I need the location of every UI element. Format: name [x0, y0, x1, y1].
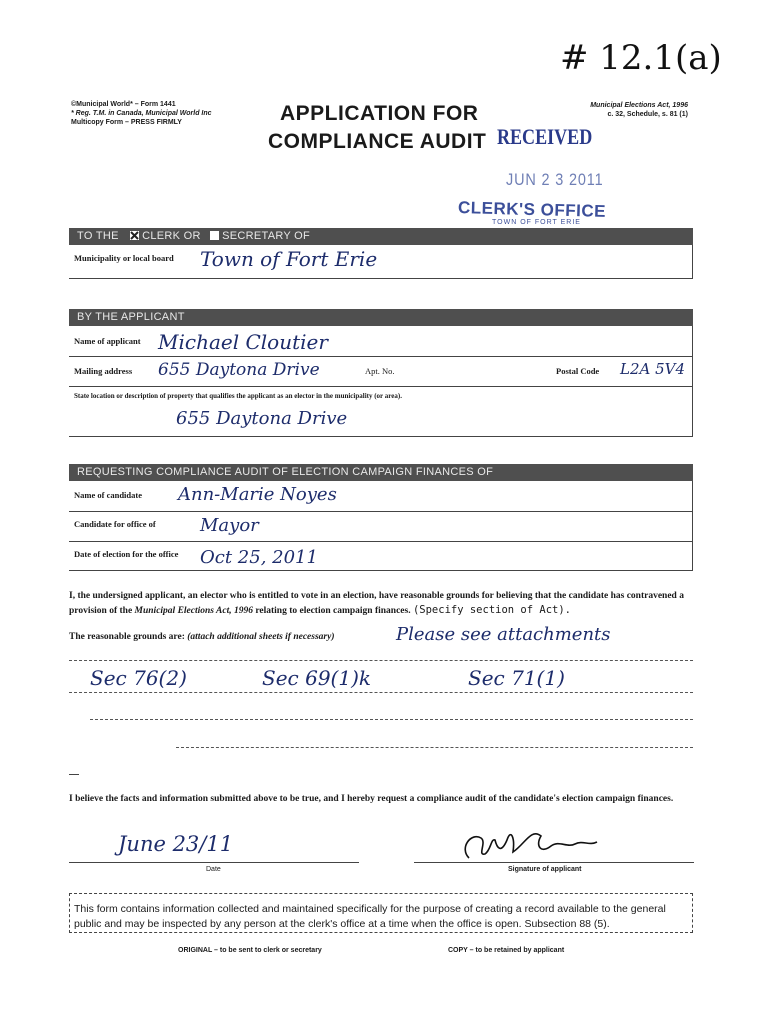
- postal-code-field[interactable]: L2A 5V4: [620, 360, 686, 378]
- to-the-label: TO THE: [77, 230, 119, 242]
- applicant-name-label: Name of applicant: [74, 336, 141, 346]
- section-ref-1[interactable]: Sec 76(2): [90, 666, 187, 690]
- election-date-field[interactable]: Oct 25, 2011: [200, 547, 318, 568]
- municipality-label: Municipality or local board: [74, 253, 174, 263]
- section-ref-3[interactable]: Sec 71(1): [468, 666, 565, 690]
- grounds-note: (attach additional sheets if necessary): [187, 632, 335, 642]
- request-bar: REQUESTING COMPLIANCE AUDIT OF ELECTION CAMPAIGN FINANCES OF: [69, 464, 693, 481]
- statement-text-2: relating to election campaign finances.: [252, 606, 411, 616]
- secretary-checkbox[interactable]: [210, 231, 219, 240]
- candidate-name-label: Name of candidate: [74, 490, 142, 500]
- grounds-label-row: [69, 632, 335, 642]
- election-date-label: Date of election for the office: [74, 549, 179, 559]
- handwritten-reference: # 12.1(a): [560, 38, 722, 78]
- copyright-line: Multicopy Form – PRESS FIRMLY: [71, 119, 182, 126]
- date-signature-line: [69, 862, 359, 863]
- postal-code-label: Postal Code: [556, 366, 600, 376]
- grounds-line: [69, 692, 693, 693]
- signed-date-field[interactable]: June 23/11: [118, 832, 234, 856]
- to-the-bar: [69, 228, 693, 245]
- grounds-line: [176, 747, 693, 748]
- date-label: Date: [206, 866, 221, 873]
- property-label: State location or description of property that qualifies the applicant as an elector in the municipality (or area).: [74, 392, 402, 400]
- grounds-line: [69, 774, 79, 775]
- date-line: [69, 570, 693, 571]
- copyright-line: * Reg. T.M. in Canada, Municipal World Inc: [71, 110, 212, 117]
- specify-section: (Specify section of Act).: [412, 604, 572, 616]
- office-line: [69, 541, 693, 542]
- frame-right: [692, 245, 693, 278]
- grounds-line: [69, 660, 693, 661]
- privacy-notice-text: This form contains information collected and maintained specifically for the purpose of creating a record available to the general public and may be inspected by any person at the clerk's office at a time when the office is open. Subsection 88 (5).: [74, 903, 666, 930]
- grounds-line: [90, 719, 693, 720]
- signature-label: Signature of applicant: [508, 866, 582, 873]
- grounds-field[interactable]: Please see attachments: [396, 624, 611, 645]
- check-x-icon: [130, 231, 139, 240]
- statement-act: Municipal Elections Act, 1996: [134, 606, 253, 616]
- applicant-signature[interactable]: [455, 818, 605, 868]
- declaration-text: I believe the facts and information submitted above to be true, and I hereby request a compliance audit of the candidate's election campaign finances.: [69, 794, 674, 804]
- candidate-line: [69, 511, 693, 512]
- property-line: [69, 436, 693, 437]
- frame-right: [692, 481, 693, 570]
- act-line-1: Municipal Elections Act, 1996: [590, 102, 688, 109]
- mailing-address-label: Mailing address: [74, 366, 133, 376]
- apt-no-label: Apt. No.: [365, 366, 395, 376]
- property-field[interactable]: 655 Daytona Drive: [176, 408, 348, 429]
- clerk-checkbox-checked[interactable]: [130, 231, 139, 240]
- signature-line: [414, 862, 694, 863]
- statement-paragraph: [69, 589, 697, 618]
- secretary-option-label: SECRETARY OF: [222, 230, 311, 242]
- town-stamp: TOWN OF FORT ERIE: [492, 219, 581, 226]
- footer-original: ORIGINAL – to be sent to clerk or secretary: [178, 947, 322, 954]
- copyright-line: ©Municipal World* – Form 1441: [71, 101, 176, 108]
- act-reference: [560, 101, 688, 119]
- candidate-office-label: Candidate for office of: [74, 519, 156, 529]
- section-ref-2[interactable]: Sec 69(1)k: [262, 666, 371, 690]
- mailing-line: [69, 386, 693, 387]
- act-line-2: c. 32, Schedule, s. 81 (1): [607, 111, 688, 118]
- grounds-label: The reasonable grounds are:: [69, 632, 185, 642]
- privacy-notice: [69, 893, 693, 933]
- mailing-address-field[interactable]: 655 Daytona Drive: [158, 360, 320, 380]
- form-title: [268, 100, 486, 156]
- clerk-option-label: CLERK OR: [142, 230, 201, 242]
- received-stamp-date: JUN 2 3 2011: [506, 170, 604, 189]
- applicant-name-field[interactable]: Michael Cloutier: [158, 330, 328, 354]
- footer-copy: COPY – to be retained by applicant: [448, 947, 565, 954]
- candidate-name-field[interactable]: Ann-Marie Noyes: [178, 484, 337, 505]
- statement-text-1: I, the undersigned applicant, an elector who is entitled to vote in an election, have reasonable grounds for believing that the candidate has contravened a provision of the: [69, 591, 684, 616]
- name-line: [69, 356, 693, 357]
- applicant-bar: BY THE APPLICANT: [69, 309, 693, 326]
- title-line-1: APPLICATION FOR: [280, 102, 479, 125]
- municipality-field[interactable]: Town of Fort Erie: [200, 247, 378, 271]
- title-line-2: COMPLIANCE AUDIT: [268, 130, 487, 153]
- frame-right: [692, 326, 693, 436]
- municipality-line: [69, 278, 693, 279]
- copyright-block: [71, 100, 241, 127]
- clerks-office-stamp: CLERK'S OFFICE: [457, 198, 607, 221]
- received-stamp-word: RECEIVED: [497, 124, 593, 149]
- candidate-office-field[interactable]: Mayor: [200, 515, 259, 536]
